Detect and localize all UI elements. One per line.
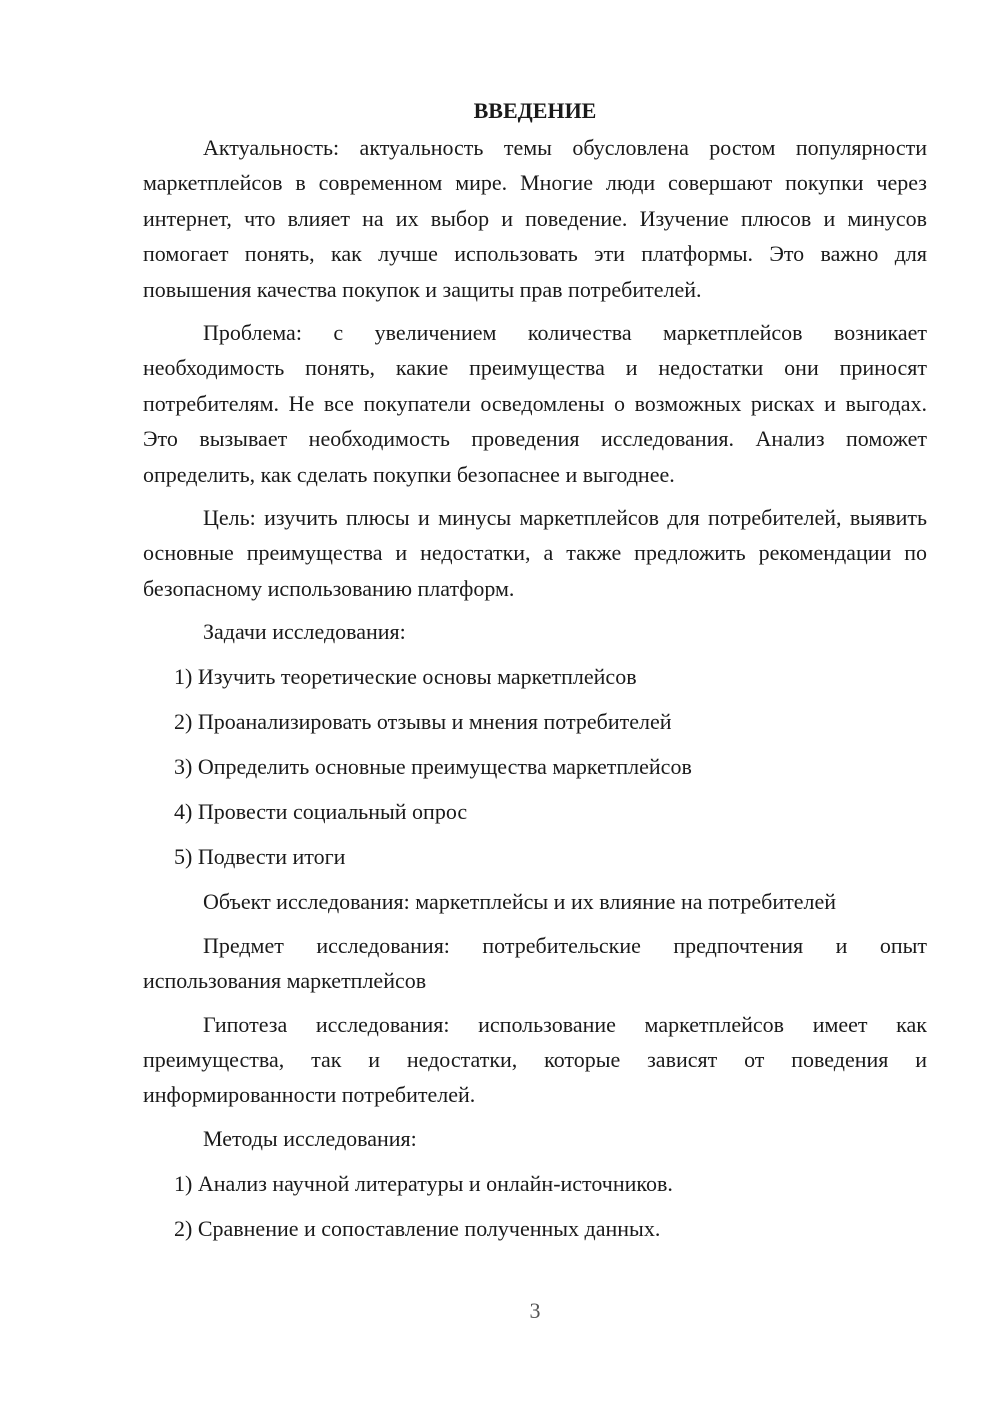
goal-paragraph: Цель: изучить плюсы и минусы маркетплейсов для потребителей, выявить основные преимущества и недостатки, а также предложить рекомендации по безопасному использованию платформ. [143, 505, 927, 601]
list-item: 1) Изучить теоретические основы маркетплейсов [174, 664, 637, 690]
methods-list [143, 1166, 927, 1246]
subject-paragraph: Предмет исследования: потребительские предпочтения и опыт использования маркетплейсов [143, 932, 927, 994]
tasks-list [143, 659, 927, 874]
hypothesis-paragraph: Гипотеза исследования: использование маркетплейсов имеет как преимущества, так и недостатки, которые зависят от поведения и информированности потребителей. [143, 1011, 927, 1108]
tasks-heading: Задачи исследования: [203, 619, 406, 645]
relevance-paragraph: Актуальность: актуальность темы обусловлена ростом популярности маркетплейсов в современном мире. Многие люди совершают покупки через интернет, что влияет на их выбор и поведение. Изучение плюсов и минусов помогает понять, как лучше использовать эти платформы. Это важно для повышения качества покупок и защиты прав потребителей. [143, 135, 927, 302]
list-item: 4) Провести социальный опрос [174, 799, 468, 825]
list-item: 2) Проанализировать отзывы и мнения потребителей [174, 709, 672, 735]
list-item: 2) Сравнение и сопоставление полученных данных. [174, 1215, 661, 1241]
page-number: 3 [529, 1298, 541, 1323]
list-item: 5) Подвести итоги [174, 844, 346, 870]
list-item: 3) Определить основные преимущества маркетплейсов [174, 754, 692, 780]
problem-paragraph: Проблема: с увеличением количества маркетплейсов возникает необходимость понять, какие преимущества и недостатки они приносят потребителям. Не все покупатели осведомлены о возможных рисках и выгодах. Это вызывает необходимость проведения исследования. Анализ поможет определить, как сделать покупки безопаснее и выгоднее. [143, 320, 927, 487]
section-title: ВВЕДЕНИЕ [473, 98, 597, 123]
methods-heading: Методы исследования: [203, 1125, 417, 1151]
document-page [143, 96, 927, 1246]
list-item: 1) Анализ научной литературы и онлайн-источников. [174, 1170, 673, 1196]
object-paragraph: Объект исследования: маркетплейсы и их влияние на потребителей [203, 889, 837, 915]
